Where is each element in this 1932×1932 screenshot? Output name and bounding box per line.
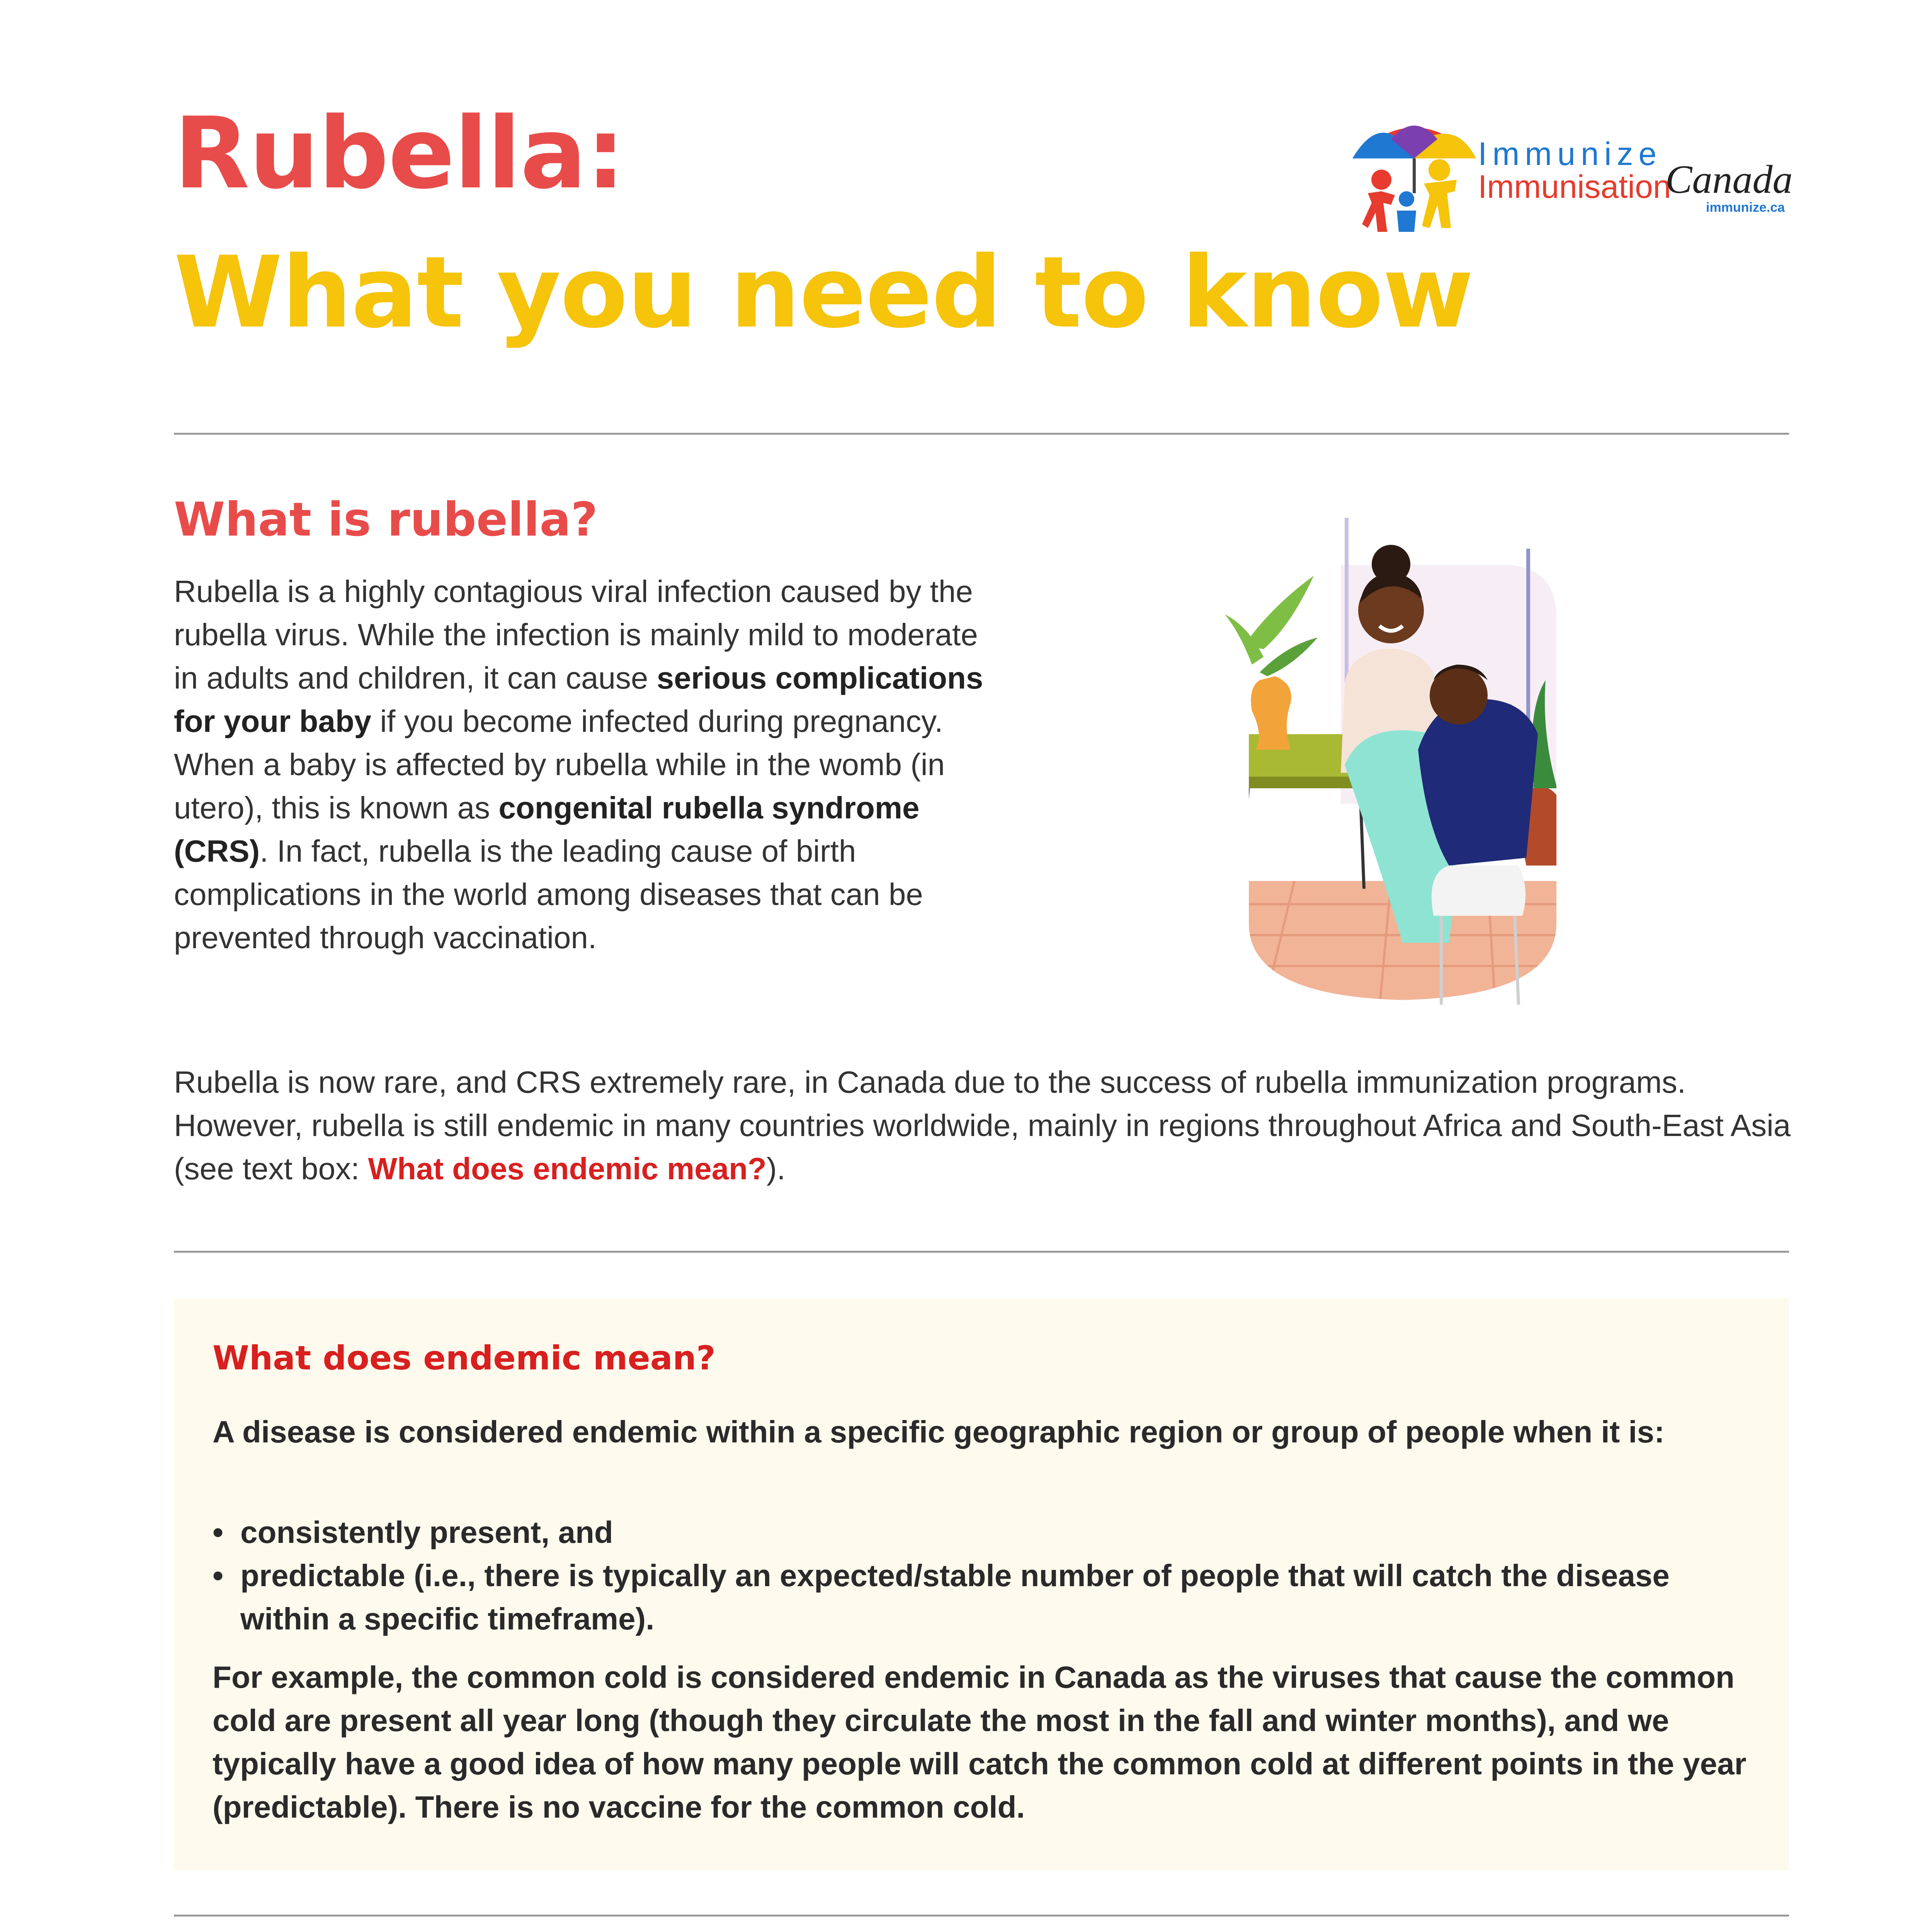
endemic-textbox-link[interactable]: What does endemic mean? bbox=[368, 1151, 767, 1186]
divider-top bbox=[174, 433, 1789, 435]
logo-canada-text: Canada bbox=[1665, 157, 1793, 202]
page-title-line1: Rubella: bbox=[174, 96, 625, 211]
page-title-line2: What you need to know bbox=[174, 235, 1473, 350]
rubella-canada-paragraph: Rubella is now rare, and CRS extremely rare, in Canada due to the success of rubella immunization programs. However, rubella is still endemic in many countries worldwide, mainly in regions throughout Africa and South-East Asia (see text box: What does endemic mean?). bbox=[174, 1065, 1791, 1186]
list-item: • consistently present, and bbox=[213, 1511, 1739, 1554]
logo-url-text: immunize.ca bbox=[1706, 200, 1785, 215]
section-heading-what-is-rubella: What is rubella? bbox=[174, 493, 598, 547]
logo-immunisation-text: Immunisation bbox=[1478, 168, 1671, 205]
rubella-description-paragraph: Rubella is a highly contagious viral infection caused by the rubella virus. While the infection is mainly mild to moderate in adults and children, it can cause serious complications for your baby if you become infected during pregnancy. When a baby is affected by rubella while in the womb (in utero), this is known as congenital rubella syndrome (CRS). In fact, rubella is the leading cause of birth complications in the world among diseases that can be prevented through vaccination. bbox=[174, 574, 983, 955]
endemic-box-example: For example, the common cold is considered endemic in Canada as the viruses that cause the common cold are present all year long (though they circulate the most in the fall and winter months), and we typically have a good idea of how many people will catch the common cold at different points in the year (predictable). There is no vaccine for the common cold. bbox=[213, 1660, 1747, 1824]
logo-immunize-text: Immunize bbox=[1478, 136, 1662, 172]
endemic-box-intro: A disease is considered endemic within a specific geographic region or group of people when it is: bbox=[213, 1415, 1665, 1449]
umbrella-family-icon bbox=[1345, 112, 1484, 236]
pregnancy-illustration bbox=[1217, 518, 1584, 1009]
divider-lower bbox=[174, 1915, 1789, 1917]
divider-middle bbox=[174, 1251, 1789, 1253]
list-item: • predictable (i.e., there is typically an expected/stable number of people that will catch the disease within a specific timeframe). bbox=[213, 1554, 1739, 1641]
endemic-criteria-list bbox=[213, 1511, 1739, 1641]
endemic-box-heading: What does endemic mean? bbox=[213, 1339, 716, 1378]
immunize-canada-logo[interactable] bbox=[1345, 112, 1793, 236]
